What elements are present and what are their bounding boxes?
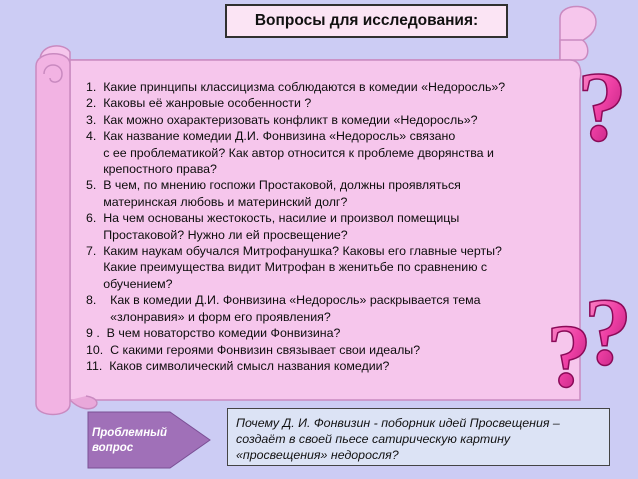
question-line: Простаковой? Нужно ли ей просвещение?	[103, 227, 348, 242]
question-text	[107, 325, 586, 341]
question-line: «злонравия» и форм его проявления?	[110, 309, 331, 324]
question-number: 10.	[86, 342, 111, 357]
question-item	[86, 95, 586, 111]
question-text	[103, 128, 586, 177]
question-text	[103, 112, 586, 128]
problem-label-line: вопрос	[92, 442, 134, 454]
question-item	[86, 79, 586, 95]
problem-question-line: «просвещения» недоросля?	[236, 448, 399, 462]
question-line: крепостного права?	[103, 162, 217, 177]
question-number: 3.	[86, 112, 104, 127]
question-text	[110, 292, 586, 325]
questions-list	[86, 79, 586, 374]
question-line: На чем основаны жестокость, насилие и произвол помещицы	[103, 211, 460, 226]
question-text	[103, 210, 586, 243]
question-number: 9 .	[86, 326, 107, 341]
question-number: 1.	[86, 80, 104, 94]
question-number: 5.	[86, 178, 104, 193]
question-text	[109, 358, 586, 374]
question-line: материнская любовь и материнский долг?	[103, 194, 348, 209]
question-line: Какие принципы классицизма соблюдаются в комедии «Недоросль»?	[103, 80, 506, 94]
svg-text:?: ?	[584, 290, 632, 374]
question-item	[86, 177, 586, 210]
title: Вопросы для исследования:	[225, 4, 508, 38]
problem-question-line: создаёт в своей пьесе сатирическую картину	[236, 432, 511, 446]
question-item	[86, 243, 586, 292]
question-line: Как можно охарактеризовать конфликт в комедии «Недоросль»?	[103, 112, 478, 127]
question-line: обучением?	[103, 276, 173, 291]
question-item	[86, 325, 586, 341]
question-line: Как название комедии Д.И. Фонвизина «Недоросль» связано	[103, 129, 456, 144]
svg-text:?: ?	[546, 316, 592, 396]
question-number: 6.	[86, 211, 104, 226]
question-line: Каков символический смысл названия комедии?	[109, 358, 390, 373]
question-line: Какие преимущества видит Митрофан в женитьбе по сравнению с	[103, 260, 488, 275]
question-line: Как в комедии Д.И. Фонвизина «Недоросль» раскрывается тема	[110, 293, 481, 308]
problem-label	[92, 426, 192, 456]
question-item	[86, 358, 586, 374]
question-text	[103, 95, 586, 111]
question-number: 7.	[86, 244, 104, 259]
question-line: В чем, по мнению госпожи Простаковой, должны проявляться	[103, 178, 461, 193]
question-line: С какими героями Фонвизин связывает свои идеалы?	[110, 342, 421, 357]
question-number: 11.	[86, 358, 110, 373]
question-text	[103, 79, 586, 95]
svg-text:?: ?	[577, 62, 627, 152]
question-item	[86, 342, 586, 358]
problem-label-line: Проблемный	[92, 427, 167, 439]
question-text	[103, 243, 586, 292]
question-line: Каковы её жанровые особенности ?	[103, 96, 312, 111]
question-number: 8.	[86, 293, 111, 308]
question-text	[103, 177, 586, 210]
question-line: с ее проблематикой? Как автор относится к проблеме дворянства и	[103, 145, 494, 160]
problem-question-line: Почему Д. И. Фонвизин - поборник идей Просвещения –	[236, 416, 560, 430]
problem-question-box	[227, 408, 610, 466]
question-line: В чем новаторство комедии Фонвизина?	[106, 326, 341, 341]
question-number: 4.	[86, 129, 104, 144]
question-item	[86, 128, 586, 177]
question-number: 2.	[86, 96, 104, 111]
question-item	[86, 292, 586, 325]
question-text	[110, 342, 586, 358]
question-line: Каким наукам обучался Митрофанушка? Каковы его главные черты?	[103, 244, 502, 259]
question-item	[86, 112, 586, 128]
question-item	[86, 210, 586, 243]
